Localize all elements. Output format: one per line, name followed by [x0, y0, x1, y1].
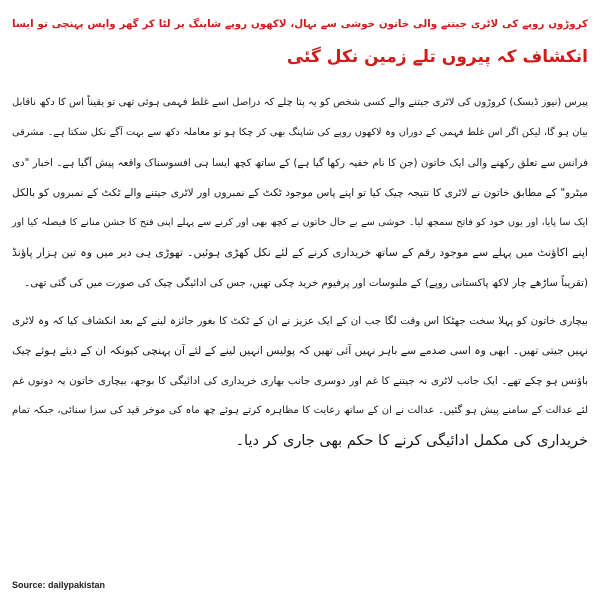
article-headline — [12, 8, 588, 74]
paragraph-line: میٹرو" کے مطابق خاتون نے لاٹری کا نتیجہ چیک کیا تو اپنے پاس موجود ٹکٹ کے نمبروں اور لاٹری جیتنے والے ٹکٹ کے نمبروں کو بالکل — [12, 187, 588, 199]
paragraph-line: ایک سا پایا، اور یوں خود کو فاتح سمجھ لیا۔ خوشی سے بے حال خاتون نے کچھ بھی اور کرنے سے پہلے اپنی فتح کا جشن منانے کا فیصلہ کیا اور — [12, 217, 588, 228]
headline-line: انکشاف کہ پیروں تلے زمین نکل گئی — [286, 47, 588, 67]
paragraph-line: لئے عدالت کے سامنے پیش ہو گئیں۔ عدالت نے ان کے ساتھ رعایت کا مظاہرہ کرتے ہوئے چھ ماہ کی موخر قید کی سزا سنائی، جبکہ تمام — [12, 405, 588, 416]
article-paragraph-2 — [12, 306, 588, 456]
headline-line: کروڑوں روپے کی لاٹری جیتنے والی خاتون خوشی سے نہال، لاکھوں روپے شاپنگ پر لٹا کر گھر واپس پہنچی تو ایسا — [12, 18, 588, 30]
article-paragraph-1 — [12, 88, 588, 298]
paragraph-line: نہیں جیتی تھیں۔ ابھی وہ اسی صدمے سے باہر نہیں آئی تھیں کہ پولیس انہیں لینے کے لئے آن پہنچی کیونکہ ان کے دیئے ہوئے چیک — [12, 344, 588, 357]
paragraph-line: (تقریباً ساڑھے چار لاکھ پاکستانی روپے) کے ملبوسات اور پرفیوم خرید چکی تھیں، جس کی ادائیگی چیک کی صورت میں کی گئی تھی۔ — [24, 277, 588, 289]
paragraph-line: فرانس سے تعلق رکھنے والی ایک خاتون (جن کا نام خفیہ رکھا گیا ہے) کے ساتھ کچھ ایسا ہی افسوسناک واقعہ پیش آگیا ہے۔ اخبار "دی — [12, 157, 588, 169]
paragraph-line: بیچاری خاتون کو پہلا سخت جھٹکا اس وقت لگا جب ان کے ایک عزیز نے ان کے ٹکٹ کا بغور جائزہ لینے کے بعد انکشاف کیا کہ وہ لاٹری — [12, 315, 588, 327]
paragraph-line: باؤنس ہو چکے تھے۔ ایک جانب لاٹری نہ جیتنے کا غم اور دوسری جانب بھاری خریداری کی ادائیگی کا بوجھ، بیچاری خاتون یہ دونوں غم — [12, 375, 588, 387]
paragraph-line: اپنے اکاؤنٹ میں پہلے سے موجود رقم کے ساتھ خریداری کرنے کے لئے نکل کھڑی ہوئیں۔ تھوڑی ہی دیر میں وہ تین ہزار پاؤنڈ — [12, 246, 588, 259]
article-source: Source: dailypakistan — [12, 580, 106, 590]
paragraph-line: پیرس (نیوز ڈیسک) کروڑوں کی لاٹری جیتنے والے کسی شخص کو یہ پتا چلے کہ دراصل اسے غلط فہمی ہوئی تھی تو یقیناً اس کا دکھ ناقابل — [12, 97, 588, 108]
paragraph-line: بیان ہو گا، لیکن اگر اس غلط فہمی کے دوران وہ لاکھوں روپے کی شاپنگ بھی کر چکا ہو تو معاملہ دکھ سے بہت آگے نکل سکتا ہے۔ مشرقی — [12, 127, 588, 138]
paragraph-line: خریداری کی مکمل ادائیگی کرنے کا حکم بھی جاری کر دیا۔ — [235, 433, 588, 449]
